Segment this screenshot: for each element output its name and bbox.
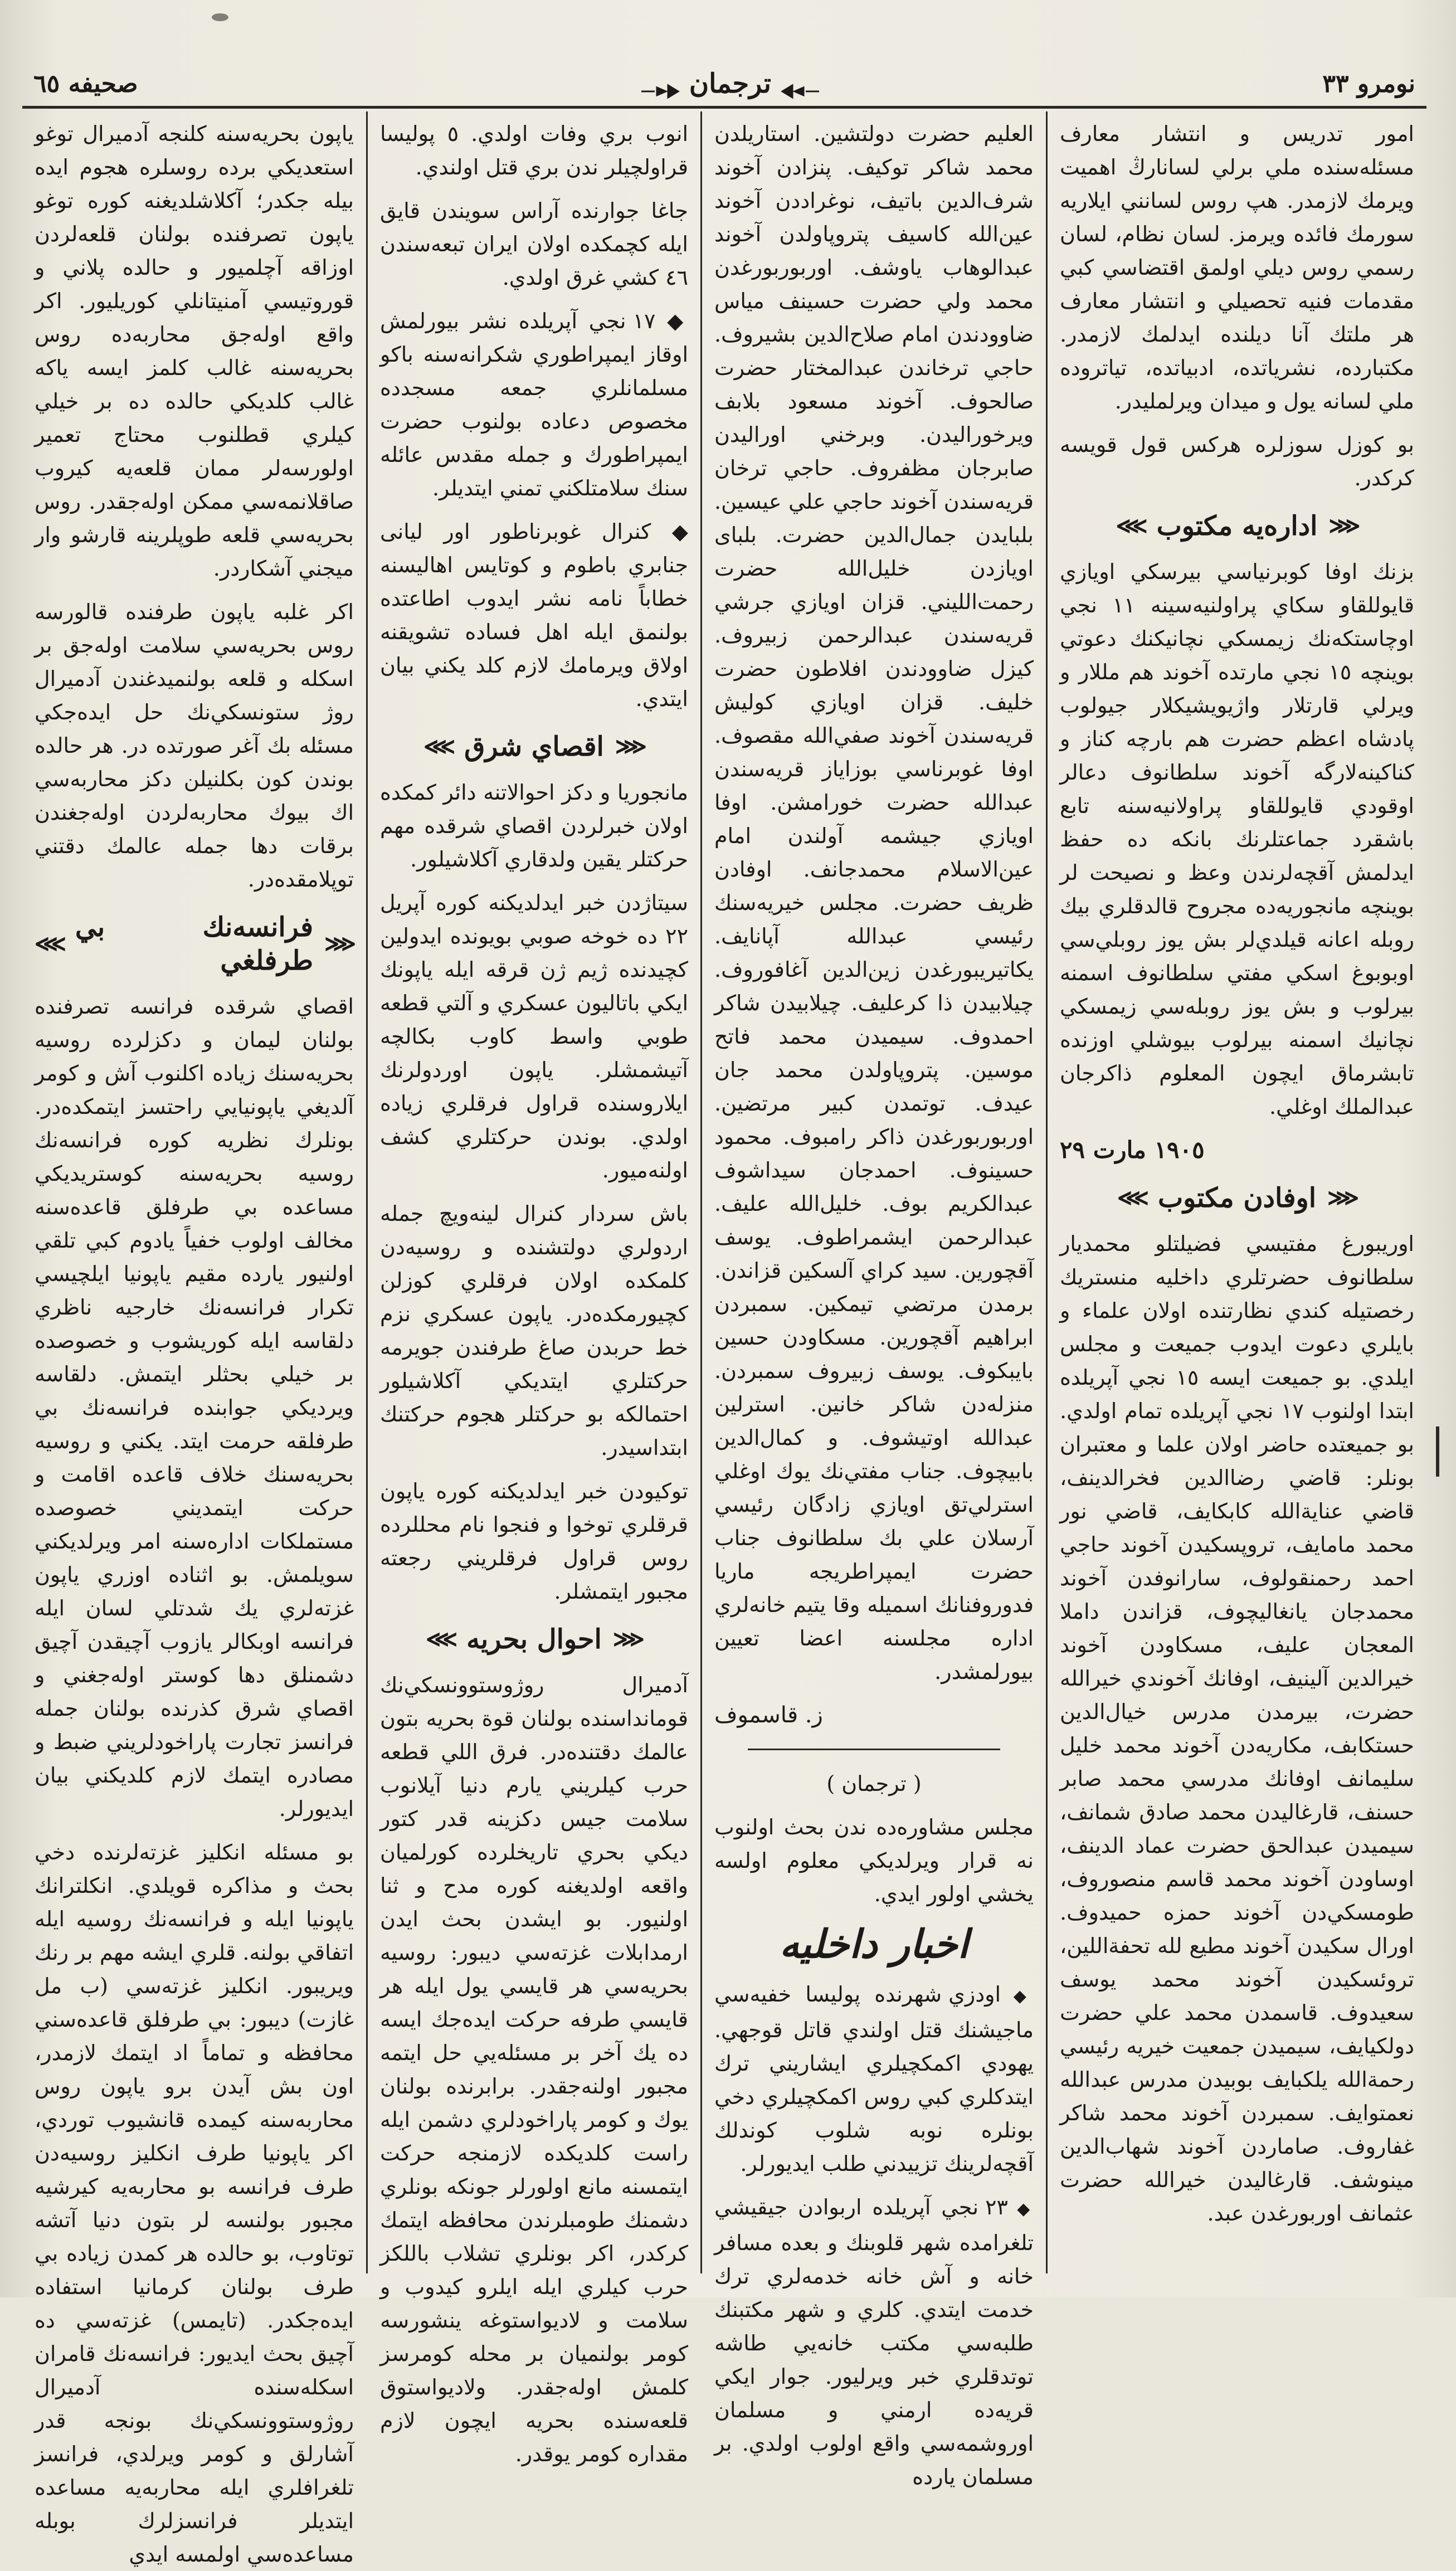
section-title: اقصاي شرق [464, 731, 604, 762]
paragraph: جاغا جوارنده آراس سويندن قايق ايله كچمكده اولان ايران تبعه‌سندن ٤٦ كشي غرق اولدي. [380, 198, 688, 290]
ornament-left-icon [640, 75, 679, 92]
ornament-icon: ⋘ [615, 733, 645, 759]
paragraph: سيتاژدن خبر ايدلديكنه كوره آپريل ٢٢ ده خوخه صوبي بويونده ايدولين كچيدنده ژيم ژن قرقه ايله ياپونك ايكي باتاليون عسكري و آلتي قطعه طوبي واسط كاوب بكالچه آتيشمشلر. ياپون اوردولرنك ايلاروسنده قراول فرقلري زياده اولدي. بوندن حركتلري كشف اولنه‌ميور. [380, 890, 688, 1182]
masthead [640, 68, 820, 99]
ornament-icon: ⋙ [1116, 513, 1146, 539]
paragraph: ياپون بحريه‌سنه كلنجه آدميرال توغو استعديكي برده روسلره هجوم ايده بيله جكدر؛ آكلاشلديغنه كوره توغو ياپون تصرفنده بولنان قلعه‌لردن اوزاقه آچلميور و حالده پلاني و قوروتيسي آمنيتانلي كوريليور. اكر واقع اوله‌جق محاربه‌ده روس بحريه‌سنه غالب كلمز ايسه ياكه غالب كلديكي حالده ده بر خيلي كيلري قطلنوب محتاج تعمير اولورسه‌لر ممان قلعه‌يه كيروب صاقلانمه‌سي ممكن اوله‌جقدر. روس بحريه‌سي قلعه طوپلرينه قارشو وار ميجني آشكاردر. [35, 121, 354, 581]
big-section-title: اخبار داخليه [779, 1921, 969, 1967]
editor-note: مجلس مشاوره‌ده ندن بحث اولنوب نه قرار ويرلديكي معلوم اولسه يخشي اولور ايدي. [714, 1815, 1034, 1906]
section-heading [380, 1623, 688, 1656]
paragraph: بزنك اوفا كوبرنياسي بيرسكي اويازي قايوللقاو سكاي پراولنيه‌سينه ١١ نجي اوچاستكه‌نك زيمسكي نچانيكنك دعوتي بوينچه ١٥ نجي مارتده آخوند هم مللار و ويرلي قارتلار واژيويشيكلار جيولوب پادشاه اعظم حضرت هم بارچه كناز و كناكينه‌لارگه آخوند سلطانوف دعالر اوقودي قايوللقاو پراولانيه‌سنه تابع باشقرد جماعتلرنك بانكه ده حفظ ايدلمش آقچه‌لرندن وعظ و نصيحت لر بوينچه مانجوريه‌ده مجروح قالدقلري بيك روبله اعانه قيلدي‌لر بش يوز روبلي‌سي اوبوبوغ اسكي مفتي سلطانوف اسمنه بيرلوب و بش يوز روبله‌سي زيمسكي نچانيك اسمنه بيرلوب بيوشلي اوزنده تابشرماق ايچون المعلوم ذاكرجان عبدالملك اوغلي. [1060, 559, 1415, 1119]
paragraph: العليم حضرت دولتشين. استاريلدن محمد شاكر توكيف. پنزادن آخوند شرف‌الدين باتيف، نوغراددن آخوند عين‌الله كاسيف پتروپاولدن آخوند عبدالوهاب ياوشف. اوربوربورغدن محمد ولي حضرت حسينف مياس ضاوودندن امام صلاح‌الدين بشيروف. حاجي ترخاندن عبدالمختار حضرت صالحوف. آخوند مسعود بلابف ويرخوراليدن. وبرخني اوراليدن صابرجان مظفروف. حاجي ترخان قريه‌سندن آخوند حاجي علي عيسين. بلبايدن جمال‌الدين حضرت. بلبای اويازدن خليل‌الله حضرت رحمت‌الليني. قزان اويازي جرشي قريه‌سندن عبدالرحمن زبيروف. كيزل ضاوودندن افلاطون حضرت خليف. قزان اويازي كوليش قريه‌سندن آخوند صفي‌الله مقصوف. اوفا غوبرناسي بوزاياز قريه‌سندن عبدالله حضرت خورامشن. اوفا اويازي جيشمه آولندن امام عين‌الاسلام محمدجانف. اوفادن ظريف حضرت. مجلس خيريه‌سنك رئيسي عبدالله آپانايف. يكاتيريبورغدن زين‌الدين آغافوروف. چيلابيدن ذا كرعليف. چيلابيدن شاكر احمدوف. سيميدن محمد فاتح موسين. پتروپاولدن محمد جان عيدف. توتمدن كبير مرتضين. اوربوربورغدن ذاكر رامبوف. محمود حسينوف. احمدجان سيداشوف عبدالكريم بوف. خليل‌الله عليف. عبدالرحمن ايشمراطوف. يوسف آقچورين. سيد كراي آلسكين قزاندن. برمدن مرتضي تيمكين. سمبردن ابراهيم آقچورين. مسكاودن حسين بايبكوف. يوسف زبيروف سمبردن. منزله‌دن شاكر خانين. استرلين عبدالله اوتيشوف. و كمال‌الدين بابيچوف. جناب مفتي‌نك يوك اوغلي استرلي‌تق اويازي زادگان رئيسي آرسلان علي بك سلطانوف جناب حضرت ايمپراطريجه ماريا فدوروفنانك اسميله وقا يتيم خانه‌لري اداره مجلسنه اعضا تعيين بيورلمشدر. [714, 121, 1034, 1684]
section-heading [35, 910, 354, 977]
paragraph: امور تدريس و انتشار معارف مسئله‌سنده ملي برلي لسانارڭ اهميت ويرمك لازمدر. هپ روس لسانني ايلاريه سورمك فائده ويرمز. لسان نظام، لسان رسمي روس ديلي اولمق اقتضاسي كبي مقدمات فنيه تحصيلي و انتشار معارف هر ملتك آنا ديلنده ايدلمك لازمدر. مكتبارده، نشرياتده، ادبياتده، تياتروده ملي لسانه يول و ميدان ويرلمليدر. [1060, 121, 1414, 413]
ornament-icon: ⋙ [35, 931, 64, 957]
editor-note-label: ( ترجمان ) [826, 1771, 922, 1796]
ornament-icon: ⋙ [426, 1626, 456, 1652]
columns-container [22, 111, 1426, 2567]
paragraph: اقصاي شرقده فرانسه تصرفنده بولنان ليمان و دكزلرده روسيه بحريه‌سنك زياده اكلنوب آش و كومر آلديغي ياپونيايي راحتسز ايتمكده‌در. بونلرك نظريه كوره فرانسه‌نك روسيه بحريه‌سنه كوستريديكي مساعده بي طرفلق قاعده‌سنه مخالف اولوب خفياً يادوم كبي تلقي اولنيور يارده مقيم ياپونيا ايلچيسي تكرار فرانسه‌نك خارجيه ناظري دلقاسه ايله كوريشوب و خصوصده بر خيلي بحثلر ايتمش. دلقاسه ويرديكي جوابنده فرانسه‌نك بي طرفلقه حرمت ايتد. يكني و روسيه بحريه‌سنك خلاف قاعده اقامت و حركت ايتمديني خصوصده مستملكات اداره‌سنه امر ويرلديكني سويلمش. بو اثناده اوزري ياپون غزته‌لري يك شدتلي لسان ايله فرانسه اوبكالر يازوب آچيقدن آچيق دشمنلق دها كوستر اوله‌جغني و اقصاي شرق كذرنده بولنان جمله فرانسز تجارت پاراخودلريني ضبط و مصادره ايتمك لازم كلديكني بيان ايديورلر. [35, 994, 354, 1821]
paragraph: آدميرال روژوستوونسكي‌نك قوماندا‌سنده بولنان قوة بحريه بتون عالمك دقتنده‌در. فرق اللي قطعه حرب كيلريني يارم دنيا آيلانوب سلامت جيس دكزينه قدر كتور ديكي بحري تاريخلرده كورلميان واقعه اولديغنه كوره مدح و ثنا اولنيور. بو ايشدن بحث ايدن ارمدابلات غزته‌سي ديبور: روسيه بحريه‌سي هر قايسي يول ايله هر قايسي طرفه حركت ايده‌جك ايسه ده يك آخر بر مسئله‌يي حل ايتمه مجبور اولنه‌جقدر. برابرنده بولنان يوك و كومر پاراخودلري دشمن ايله راست كلديكده لازمنجه حركت ايتمسنه مانع اولورلر جونكه بونلري دشمنك طومبلرندن محافظه ايتمك كركدر، اكر بونلري تشلاب باللكز حرب كيلري ايله ايلرو كيدوب و سلامت و لاديواستوغه ينشورسه كومر بولنميان بر محله كومرسز كلمش اوله‌جقدر. ولاديواستوق قلعه‌سنده بحريه ايچون لازم مقداره كومر يوقدر. [380, 1673, 688, 2466]
paragraph: ◆ ١٧ نجي آپريلده نشر بيورلمش اوقاز ايمپراطوري شكرانه‌سنه باكو مسلمانلري جمعه مسجدده مخصوص دعاده بولنوب حضرت ايمپراطورك و جمله مقدس عائله سنك سلامتلكني تمني ايتديلر. [380, 309, 688, 500]
paragraph: اكر غلبه ياپون طرفنده قالورسه روس بحريه‌سي سلامت اوله‌جق بر اسكله و قلعه بولنميدغندن آدميرال روژ ستونسكي‌نك حل ايده‌جكي مسئله بك آغر صورتده در. هر حالده بوندن كون بكلنيلن دكز محاربه‌سي اك بيوك محاربه‌لردن اوله‌جغندن برقات دها جمله عالمك دقتني توپلامقده‌در. [35, 600, 354, 892]
section-title: فرانسه‌نك بي طرفلغي [75, 912, 314, 976]
page-number: صحيفه ٦٥ [33, 69, 138, 98]
column-2 [702, 111, 1048, 2489]
paragraph: بو كوزل سوزلره هركس قول قويسه كركدر. [1060, 432, 1414, 490]
column-4 [22, 111, 368, 2567]
ink-smudge [212, 13, 228, 21]
ornament-icon: ⋙ [423, 733, 454, 759]
ornament-icon: ⋘ [1328, 513, 1358, 539]
section-heading [380, 730, 688, 763]
divider [748, 1749, 1000, 1750]
paragraph: انوب بري وفات اولدي. ٥ پوليسا قراولچيلر ندن بري قتل اولندي. [380, 121, 689, 179]
page-header [22, 61, 1426, 109]
ornament-icon: ⋘ [612, 1626, 642, 1652]
ornament-icon: ⋙ [1117, 1185, 1147, 1211]
paragraph: بو مسئله انكليز غزته‌لرنده دخي بحث و مذاكره قويلدي. انكلترانك ياپونيا ايله و فرانسه‌نك روسيه ايله اتفاقي بولنه. قلري ايشه مهم بر رنك ويريبور. انكليز غزته‌سي (ب مل غازت) ديبور: بي طرفلق قاعده‌سني محافظه و تماماً اد ايتمك لازمدر، اون بش آيدن برو ياپون روس محاربه‌سنه كيمده قانشيوب توردي، اكر ياپونيا طرف انكليز روسيه‌دن طرف فرانسه بو محاربه‌يه كيرشيه مجبور بولنسه لر بتون دنيا آتشه توتاوب، بو حالده هر كمدن زياده بي طرف بولنان كرمانيا استفاده ايده‌جكدر. (تايمس) غزته‌سي ده آچيق بحث ايديور: فرانسه‌نك قامران اسكله‌سنده آدميرال روژوستوونسكي‌نك بونجه قدر آشارلق و كومر ويرلدي، فرانسز تلغرافلري ايله محاربه‌يه مساعده ايتديلر فرانسزلرك بوبله مساعده‌سي اولمسه ايدي [35, 1840, 354, 2567]
margin-mark [1436, 1426, 1439, 1477]
section-heading [1060, 1181, 1414, 1215]
paragraph: اوريبورغ مفتيسي فضيلتلو محمديار سلطانوف حضرتلري داخليه منستريك رخصتيله كندي نظارتنده اولان علماء و بايلري دعوت ايدوب جميعت و مجلس ايلدي. بو جميعت ايسه ١٥ نجي آپريلده ابتدا اولنوب ١٧ نجي آپريلده تمام اولدي. بو جميعتده حاضر اولان علما و معتبران بونلر: قاضي رضاالدين فخرالدينف، قاضي عنايةالله كابكايف، قاضي نور محمد مامايف، تروپسكيدن آخوند حاجي احمد رحمنقولوف، سارانوفدن آخوند محمدجان يانغاليچوف، قزاندن داملا المعجان عليف، مسكاودن آخوند خيرالدين آلينيف، اوفانك آخوندي خيرالله حضرت، بيرمدن مدرس خيال‌الدين حستكابف، مكاريه‌دن آخوند محمد خليل سليمانف اوفانك مدرسي محمد صابر حسنف، قارغاليدن محمد صادق شمانف، سيميدن عبدالحق حضرت عماد الدينف، اوساودن آخوند محمد قاسم منصوروف، طومسكي‌دن آخوند حمزه حميدوف. اورال سكيدن آخوند مطيع لله تحفةاللين، تروئسكيدن آخوند محمد يوسف سعيدوف. قاسمدن محمد علي حضرت دولكيايف، سيميدن جمعيت خيريه رئيسي رحمةالله يلكبايف بوبيدن مدرس عبدالله نعمتوايف. سمبردن آخوند محمد شاكر غفاروف. صاماردن آخوند شهاب‌الدين مينوشف. قارغاليدن خيرالله حضرت عثمانف اوربورغدن عبد. [1060, 1231, 1414, 2226]
newspaper-name: ترجمان [689, 68, 771, 99]
issue-number: نومرو ٣٣ [1322, 69, 1415, 98]
paragraph: ◆ كنرال غوبرناطور اور ليانى جنابري باطوم و كوتايس اهاليسنه خطاباً نامه نشر ايدوب اطاعتده بولنمق ايله اهل فساده تشويقنه اولاق ويرمامك لازم كلد يكني بيان ايتدي. [380, 519, 688, 711]
paragraph: باش سردار كنرال لينه‌ويچ جمله اردولري دولتشنده و روسيه‌دن كلمكده اولان فرقلري كوزلن كچيورمكده‌در. ياپون عسكري نزم خط حربدن صاغ طرفندن جويرمه حركتلري ايتديكي آكلاشيلور احتمالكه بو حركتلر هجوم حركتنك ابتداسيدر. [380, 1201, 688, 1460]
section-title: اوفادن مكتوب [1157, 1182, 1317, 1214]
ornament-right-icon [781, 75, 820, 92]
dateline: ١٩٠٥ مارت ٢٩ [1060, 1136, 1205, 1163]
paragraph: مانجوريا و دكز احوالاتنه دائر كمكده اولان خبرلردن اقصاي شرقده مهم حركتلر يقين ولدقاري آكلاشيلور. [380, 780, 688, 871]
ornament-icon: ⋘ [1327, 1185, 1357, 1211]
section-heading [1060, 509, 1414, 543]
news-item: ◆ اودزي شهرنده پوليسا خفيه‌سي ماجيشنك قتل اولندي قاتل قوجهي. يهودي اكمكچيلري ايشاريني ترك ايتدكلري كبي روس اكمكچيلري دخي بونلره نوبه شلوب كوندلك آقچه‌لرينك تزييدني طلب ايديورلر. [714, 1978, 1034, 2180]
paragraph: توكيودن خبر ايدلديكنه كوره ياپون قرقلري توخوا و فنجوا نام محللرده روس قراول فرقلريني رجعته مجبور ايتمشلر. [380, 1479, 688, 1604]
section-title: احوال بحريه [466, 1624, 602, 1655]
column-1 [1048, 111, 1426, 2273]
news-item: ◆ ٢٣ نجي آپريلده اربوادن جيقيشي تلغرامده شهر قلوبنك و بعده مسافر خانه و آش خانه خدمه‌لري ترك خدمت ايتدي. كلري و شهر مكتبنك طلبه‌سي مكتب خانه‌يي طاشه توتدقلري خبر ويرليور. جوار ايكي قريه‌ده ارمني و مسلمان اوروشمه‌سي واقع اولوب اولدي. بر مسلمان يارده [714, 2190, 1034, 2494]
ornament-icon: ⋘ [324, 931, 354, 957]
signature: ز. قاسموف [714, 1702, 823, 1728]
column-3 [368, 111, 702, 2466]
section-title: اداره‌يه مكتوب [1156, 510, 1318, 542]
